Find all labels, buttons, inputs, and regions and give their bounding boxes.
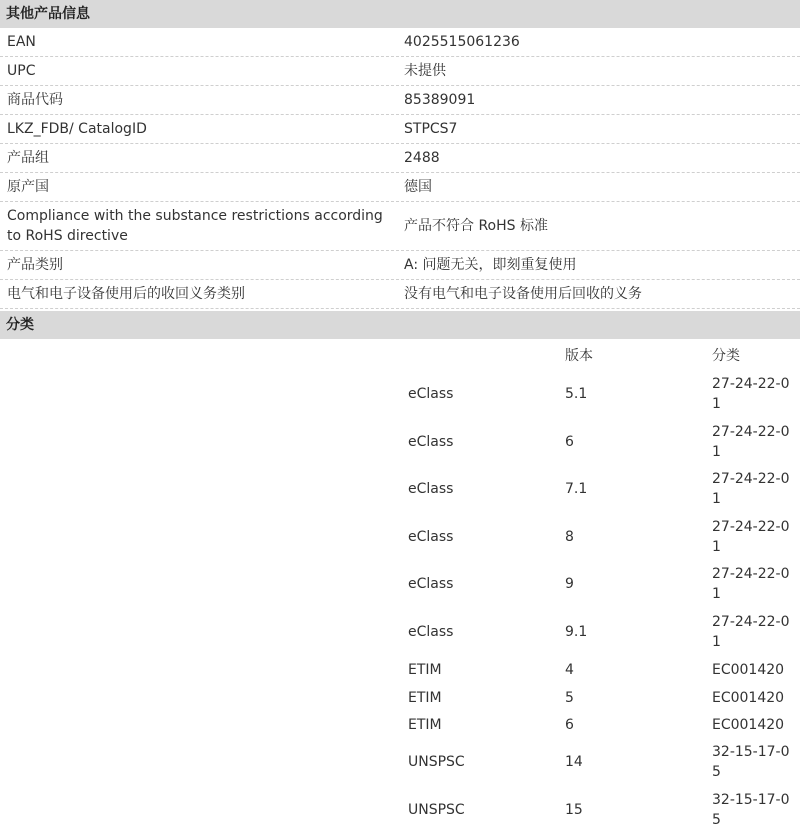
classification-system: eClass bbox=[408, 480, 454, 497]
info-row bbox=[0, 173, 800, 202]
classification-row bbox=[0, 786, 800, 834]
info-row-value: 没有电气和电子设备使用后回收的义务 bbox=[404, 286, 642, 302]
classification-code: 32-15-17-05 bbox=[712, 744, 790, 780]
classification-version: 7.1 bbox=[565, 480, 588, 497]
info-row-label: 商品代码 bbox=[7, 92, 63, 108]
classification-system: ETIM bbox=[408, 662, 442, 678]
classification-version: 9.1 bbox=[565, 623, 588, 640]
classification-code: 27-24-22-01 bbox=[712, 565, 790, 602]
info-row bbox=[0, 57, 800, 86]
classification-row bbox=[0, 513, 800, 560]
info-row-value: STPCS7 bbox=[404, 121, 458, 137]
info-row bbox=[0, 144, 800, 173]
info-row-label: 原产国 bbox=[7, 179, 49, 195]
classification-code: EC001420 bbox=[712, 662, 785, 678]
info-row-label: EAN bbox=[7, 34, 36, 50]
classification-system: eClass bbox=[408, 385, 454, 402]
classification-system: eClass bbox=[408, 433, 454, 450]
classification-system: UNSPSC bbox=[408, 754, 465, 770]
classification-code: EC001420 bbox=[712, 717, 785, 733]
info-row-label: 产品组 bbox=[7, 150, 49, 166]
classification-system: eClass bbox=[408, 528, 454, 545]
info-row bbox=[0, 280, 800, 309]
classification-version: 6 bbox=[565, 717, 574, 733]
classification-row bbox=[0, 465, 800, 512]
classification-code: 27-24-22-01 bbox=[712, 375, 790, 412]
classification-version: 8 bbox=[565, 528, 574, 545]
classification-version: 9 bbox=[565, 575, 574, 592]
classification-system: ETIM bbox=[408, 717, 442, 733]
info-row-label: 电气和电子设备使用后的收回义务类别 bbox=[7, 286, 245, 302]
classification-code: 27-24-22-01 bbox=[712, 518, 790, 555]
info-row-label: Compliance with the substance restrictions according to RoHS directive bbox=[7, 208, 383, 244]
info-row-value: 85389091 bbox=[404, 92, 476, 108]
classification-system: eClass bbox=[408, 623, 454, 640]
classification-system: ETIM bbox=[408, 690, 442, 706]
info-row bbox=[0, 251, 800, 280]
classification-row bbox=[0, 370, 800, 417]
info-row-value: 德国 bbox=[404, 179, 432, 195]
classification-row bbox=[0, 711, 800, 739]
classification-row bbox=[0, 560, 800, 607]
info-row-value: 产品不符合 RoHS 标准 bbox=[404, 218, 548, 234]
classification-code: 32-15-17-05 bbox=[712, 792, 790, 828]
info-row bbox=[0, 202, 800, 251]
classification-version: 5 bbox=[565, 690, 574, 706]
classification-version: 14 bbox=[565, 754, 583, 770]
version-column-header: 版本 bbox=[565, 348, 593, 364]
info-row-value: 4025515061236 bbox=[404, 34, 520, 50]
other-info-header: 其他产品信息 bbox=[0, 0, 800, 28]
info-row bbox=[0, 115, 800, 144]
classification-row bbox=[0, 684, 800, 712]
classification-version: 15 bbox=[565, 802, 583, 818]
classification-version: 6 bbox=[565, 433, 574, 450]
classification-row bbox=[0, 738, 800, 786]
info-row-label: LKZ_FDB/ CatalogID bbox=[7, 121, 147, 137]
classification-row bbox=[0, 608, 800, 655]
info-row-label: UPC bbox=[7, 63, 36, 79]
classification-code: EC001420 bbox=[712, 690, 785, 706]
classification-version: 4 bbox=[565, 662, 574, 678]
info-row bbox=[0, 86, 800, 115]
classification-code: 27-24-22-01 bbox=[712, 613, 790, 650]
classification-code: 27-24-22-01 bbox=[712, 470, 790, 507]
info-row-value: 未提供 bbox=[404, 63, 446, 79]
classification-row bbox=[0, 656, 800, 684]
class-column-header: 分类 bbox=[712, 348, 740, 364]
info-row-value: 2488 bbox=[404, 150, 440, 166]
classification-header: 分类 bbox=[0, 311, 800, 339]
info-row bbox=[0, 28, 800, 57]
classification-version: 5.1 bbox=[565, 385, 588, 402]
classification-row bbox=[0, 418, 800, 465]
info-row-label: 产品类别 bbox=[7, 257, 63, 273]
classification-system: UNSPSC bbox=[408, 802, 465, 818]
info-row-value: A: 问题无关，即刻重复使用 bbox=[404, 257, 577, 273]
classification-code: 27-24-22-01 bbox=[712, 423, 790, 460]
classification-system: eClass bbox=[408, 575, 454, 592]
